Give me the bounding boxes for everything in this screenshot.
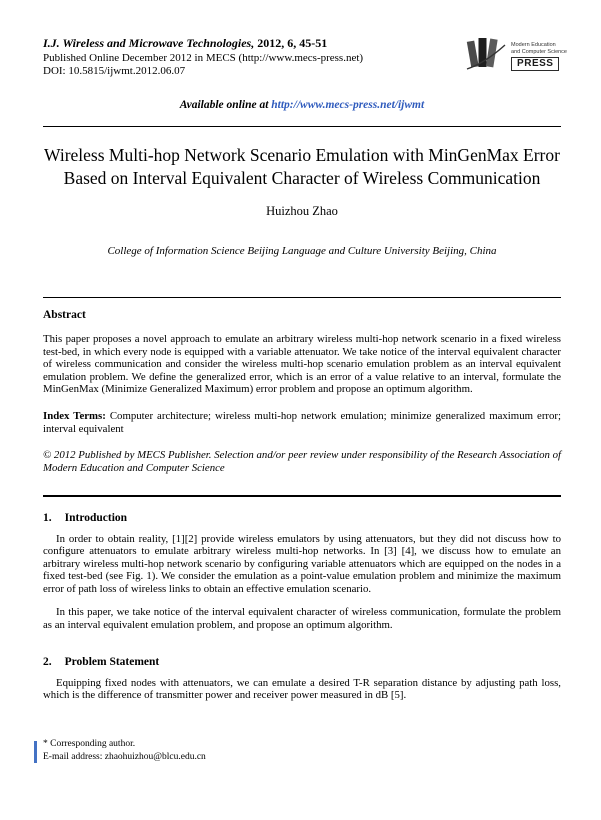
- title-divider: [43, 297, 561, 298]
- published-online-line: Published Online December 2012 in MECS (http://www.mecs-press.net): [43, 52, 364, 64]
- index-terms-list: Computer architecture; wireless multi-hop network emulation; minimize generalized maximum error; interval equivalent: [43, 409, 562, 435]
- abstract-divider: [43, 495, 561, 496]
- margin-change-bar: [34, 741, 37, 763]
- section-title: Problem Statement: [64, 655, 160, 668]
- section-title: Introduction: [64, 511, 128, 524]
- abstract-heading: Abstract: [43, 308, 86, 321]
- index-terms: [43, 410, 561, 435]
- available-online-prefix: Available online at: [179, 99, 272, 111]
- journal-name: I.J. Wireless and Microwave Technologies,: [43, 36, 255, 50]
- footnote: [43, 738, 206, 763]
- logo-text-line: Modern Education: [511, 42, 556, 48]
- paper-title: Wireless Multi-hop Network Scenario Emulation with MinGenMax Error Based on Interval Equivalent Character of Wireless Communication: [44, 145, 560, 189]
- available-online-line: [43, 99, 561, 111]
- abstract-body: This paper proposes a novel approach to emulate an arbitrary wireless multi-hop network scenario in a fixed wireless test-bed, in which every node is equipped with a variable attenuator. We take notice of the interval equivalent character of wireless communication and consider the wireless multi-hop scenario emulation problem as an interval equivalent emulation problem. We define the generalized error, which is an error of a value relative to an interval, formulate the MinGenMax (Minimize Generalized Maximum) error problem and propose an optimum algorithm.: [43, 332, 561, 396]
- copyright-notice: © 2012 Published by MECS Publisher. Selection and/or peer review under responsibility of the Research Association of Modern Education and Computer Science: [43, 449, 561, 474]
- journal-citation: [43, 36, 561, 51]
- header-divider: [43, 126, 561, 127]
- section-heading-introduction: [43, 512, 561, 524]
- section-number: 1.: [43, 511, 52, 524]
- press-wordmark: PRESS: [511, 57, 559, 71]
- section-heading-problem-statement: [43, 656, 561, 668]
- section-number: 2.: [43, 655, 52, 668]
- email-address-link[interactable]: zhaohuizhou@blcu.edu.cn: [104, 751, 206, 762]
- logo-text-line: and Computer Science: [511, 48, 567, 55]
- author-name: Huizhou Zhao: [266, 203, 338, 218]
- email-line: [43, 751, 206, 764]
- doi-line: DOI: 10.5815/ijwmt.2012.06.07: [43, 65, 186, 77]
- paragraph: In order to obtain reality, [1][2] provide wireless emulators by using attenuators, but they did not discuss how to configure attenuators to emulate arbitrary wireless multi-hop networks. In [3] [4], we discuss how to emulate an arbitrary wireless multi-hop network scenario by configuring variable attenuators which are equipped on the nodes in a fixed test-bed (see Fig. 1). We consider the emulation as a point-value emulation problem and minimize the maximum error of path loss of wireless links to obtain an effective emulation scenario.: [43, 532, 561, 596]
- paragraph: Equipping fixed nodes with attenuators, we can emulate a desired T-R separation distance by adjusting path loss, which is the difference of transmitter power and receiver power measured in dB [5].: [43, 676, 561, 702]
- corresponding-author-note: * Corresponding author.: [43, 739, 136, 749]
- journal-issue: 2012, 6, 45-51: [254, 36, 328, 50]
- paragraph: In this paper, we take notice of the interval equivalent character of wireless communication, formulate the problem as an interval equivalent emulation problem, and propose an optimum algorithm.: [43, 606, 561, 632]
- journal-url-link[interactable]: http://www.mecs-press.net/ijwmt: [271, 99, 425, 111]
- author-affiliation: College of Information Science Beijing Language and Culture University Beijing, China: [107, 244, 497, 257]
- index-terms-label: Index Terms:: [43, 409, 106, 422]
- email-label: E-mail address:: [43, 751, 105, 762]
